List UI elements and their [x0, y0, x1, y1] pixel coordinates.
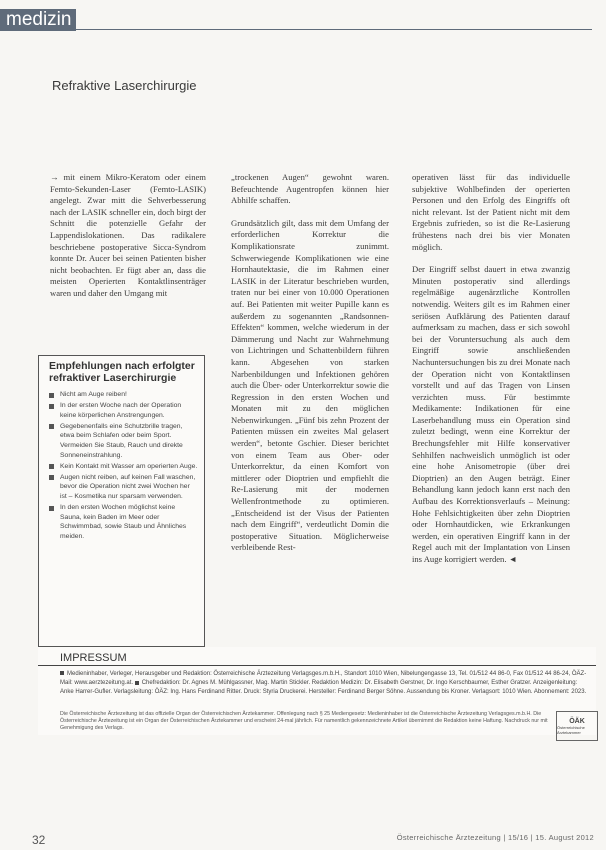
- page-number: 32: [32, 833, 46, 847]
- bullet-square-icon: [135, 681, 139, 685]
- paragraph: operativen lässt für das individuelle subjektive Wohlbefinden der operierten Personen und den Erfolg des Eingriffs oft nicht relevant. Ist der Patient nicht mit dem Ergebnis zufrieden, so ist die Re-Lasierung frühestens nach drei bis vier Monaten möglich.: [412, 172, 570, 252]
- paragraph: → mit einem Mikro-Keratom oder einem Femto-Sekunden-Laser (Femto-LASIK) angelegt. Zwar mitt die Sehverbesserung nach der LASIK schneller ein, doch birgt der Schnitt die potenzielle Gefahr der Lappendislokationen. Das radikalere beschriebene postoperative Sicca-Syndrom konnte Dr. Aucer bei seinen Patienten bisher nicht beobachten. Er fügt aber an, dass die meisten Operierten Kontaktlinsenträger waren und daher den Umgang mit: [50, 172, 206, 298]
- recommendations-list: [39, 390, 204, 541]
- recommendations-box: [38, 355, 205, 647]
- footer-publication: Österreichische Ärztezeitung | 15/16 | 15. August 2012: [396, 833, 594, 842]
- paragraph: Grundsätzlich gilt, dass mit dem Umfang der erforderlichen Korrektur die Komplikationsrate zunimmt. Schwerwiegende Komplikationen wie eine Hornhautektasie, die im Rahmen einer LASIK in der Literatur beschrieben wurden, traten nur bei einer von 10.000 Operationen auf. Bei Patienten mit weiter Pupille kann es außerdem zu sogenannten „Randsonnen-Effekten“ kommen, welche wiederum in der Dämmerung und Nacht zur Wahrnehmung von Lichtringen und Schattenbildern führen kann. Abgesehen von starken Narbenbildungen und Infektionen gehören auch die Über- oder Unterkorrektur sowie die Regression in den ersten Wochen und Monaten mit zu den möglichen Nebenwirkungen. „Fünf bis zehn Prozent der Patienten müssen ein zweites Mal gelasert werden“, betonte Gschier. Dieser berichtet von einem Team aus Ober- oder Unterkorrektur, da einen Komfort von mittlerer oder Dioptrien und empfiehlt die Re-Lasierung mit der modernen Wellenfrontmethode zu optimieren. „Entscheidend ist der Visus der Patienten nach dem Eingriff“, verdeutlicht Domin die postoperative Situation. Möglicherweise verbleibende Rest-: [231, 217, 389, 553]
- article-column-1: [50, 172, 206, 311]
- impressum-line: Chefredaktion: Dr. Agnes M. Mühlgassner, Mag. Martin Stickler. Redaktion Medizin: Dr. Elisabeth Gerstner, Dr. Ingo Kerschbaumer, Esther Gratzer. Anzeigenleitung: Anke Harrer-Gufler. Verlagsleitung: ÖÄZ: Ing. Hans Ferdinand Ritter. Druck: Styria Druckerei. Hersteller: Ferdinand Berger Söhne. Aussendung bis Kroner. Verlagsort: 1010 Wien. Abonnement: 2023.: [60, 680, 587, 696]
- article-column-2: [231, 172, 389, 565]
- recommendations-title: Empfehlungen nach erfolgter refraktiver Laserchirurgie: [49, 360, 195, 384]
- article-column-3: [412, 172, 570, 577]
- oak-logo-text: ÖÄK: [569, 717, 585, 725]
- list-item: In den ersten Wochen möglichst keine Sauna, kein Baden im Meer oder Schwimmbad, sowie Staub und Ähnliches meiden.: [49, 503, 198, 541]
- section-tab: medizin: [0, 9, 76, 31]
- impressum-line: Medieninhaber, Verleger, Herausgeber und Redaktion: Österreichische Ärztezeitung Verlagsges.m.b.H., Standort 1010 Wien, Nibelungengasse 13, Tel. 01/512 44 86-0, Fax 01/512 44 86-24, ÖÄZ-Mail: www.aerztezeitung.at.: [60, 671, 587, 687]
- article-title: Refraktive Laserchirurgie: [52, 78, 197, 93]
- oak-logo: [556, 711, 598, 741]
- list-item: Kein Kontakt mit Wasser am operierten Auge.: [49, 462, 198, 472]
- impressum-text: [60, 670, 592, 698]
- paragraph: „trockenen Augen“ gewohnt waren. Befeuchtende Augentropfen können hier Abhilfe schaffen.: [231, 172, 389, 206]
- list-item: In der ersten Woche nach der Operation keine körperlichen Anstrengungen.: [49, 401, 198, 420]
- list-item: Gegebenenfalls eine Schutzbrille tragen, etwa beim Schlafen oder beim Sport. Vermeiden Sie Staub, Rauch und direkte Sonneneinstrahlung.: [49, 422, 198, 460]
- impressum-divider: [38, 665, 596, 666]
- impressum-fineprint: Die Österreichische Ärztezeitung ist das offizielle Organ der Österreichischen Ärztekammer. Offenlegung nach § 25 Mediengesetz: Medieninhaber ist die Österreichische Ärztezeitung Verlagsges.m.b.H. Die Österreichische Ärztezeitung ist ein Organ der Österreichischen Ärztekammer und erscheint 24-mal jährlich. Für namentlich gekennzeichnete Artikel übernimmt die Redaktion keine Haftung. Nachdruck nur mit Genehmigung des Verlags.: [60, 711, 548, 732]
- bullet-square-icon: [60, 671, 64, 675]
- list-item: Nicht am Auge reiben!: [49, 390, 198, 400]
- list-item: Augen nicht reiben, auf keinen Fall waschen, bevor die Operation nicht zwei Wochen her ist – Kosmetika nur sparsam verwenden.: [49, 473, 198, 502]
- paragraph: Der Eingriff selbst dauert in etwa zwanzig Minuten postoperativ sind allerdings regelmäßige augenärztliche Kontrollen notwendig. Weiters gilt es im Rahmen einer seriösen Aufklärung des Patienten darauf aufmerksam zu machen, dass er sich sowohl bei der Voruntersuchung als auch dem Eingriff sowie anschließenden Nachuntersuchungen bis zu drei Monate nach der Operation nicht von Kontaktlinsen vorstellt und auf das Tragen von Linsen verzichten muss. Für bestimmte Medikamente: Indikationen für eine Laserbehandlung muss ein Operation sind zuletzt bedingt, wenn eine Korrektur der Brechungsfehler mit Hilfe konservativer Sehhilfen nachweislich unmöglich ist oder eine hohe Anisometropie (über drei Dioptrien) an den Augen beträgt. Einer Behandlung kann jedoch kann erst nach den Aufbau des Korrektionsverlaufs – Meinung: Hohe Fehlsichtigkeiten über zehn Dioptrien oder Hornhautdicken, wie Erkrankungen werden, ein operativen Eingriff kann in der Regel auch mit der Implantation von Linsen ins Auge korrigiert werden. ◄: [412, 264, 570, 564]
- impressum-title: IMPRESSUM: [60, 652, 127, 664]
- header-rule: [76, 29, 592, 30]
- oak-logo-subtext: Österreichische Ärztekammer: [557, 724, 585, 735]
